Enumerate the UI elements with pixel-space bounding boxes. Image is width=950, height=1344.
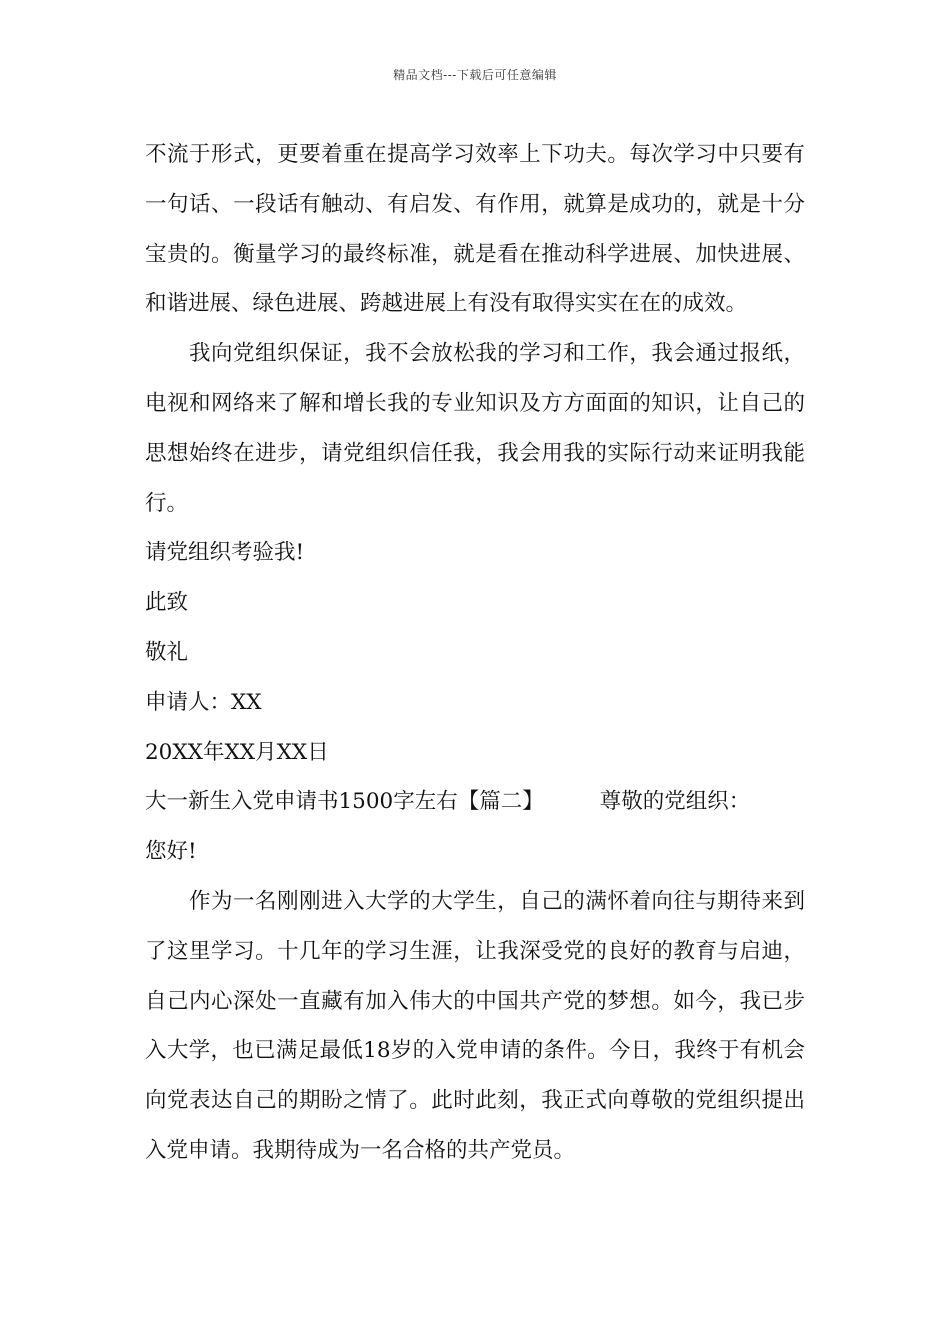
line-test-me: 请党组织考验我! [145,540,305,566]
page-header: 精品文档---下载后可任意编辑 [393,68,557,82]
paragraph-intro: 作为一名刚刚进入大学的大学生，自己的满怀着向往与期待来到了这里学习。十几年的学习生涯，让我深受党的良好的教育与启迪，自己内心深处一直藏有加入伟大的中国共产党的梦想。如今，我已步入大学，也已满足最低18岁的入党申请的条件。今日，我终于有机会向党表达自己的期盼之情了。此时此刻，我正式向尊敬的党组织提出入党申请。我期待成为一名合格的共产党员。 [145,888,805,1163]
line-cizhi: 此致 [145,590,189,616]
paragraph-study-effect: 不流于形式，更要着重在提高学习效率上下功夫。每次学习中只要有一句话、一段话有触动、有启发、有作用，就算是成功的，就是十分宝贵的。衡量学习的最终标准，就是看在推动科学进展、加快进展、和谐进展、绿色进展、跨越进展上有没有取得实实在在的成效。 [145,142,805,317]
line-applicant: 申请人：XX [145,689,262,715]
line-section-title [145,777,805,827]
section-title: 大一新生入党申请书1500字左右【篇二】 [145,789,544,815]
paragraph-pledge: 我向党组织保证，我不会放松我的学习和工作，我会通过报纸，电视和网络来了解和增长我的专业知识及方方面面的知识，让自己的思想始终在进步，请党组织信任我，我会用我的实际行动来证明我能行。 [145,341,805,516]
document-body [145,130,805,1176]
line-jingli: 敬礼 [145,639,189,665]
line-greeting: 您好! [145,839,197,865]
salutation: 尊敬的党组织： [599,789,751,815]
line-date: 20XX年XX月XX日 [145,739,329,765]
